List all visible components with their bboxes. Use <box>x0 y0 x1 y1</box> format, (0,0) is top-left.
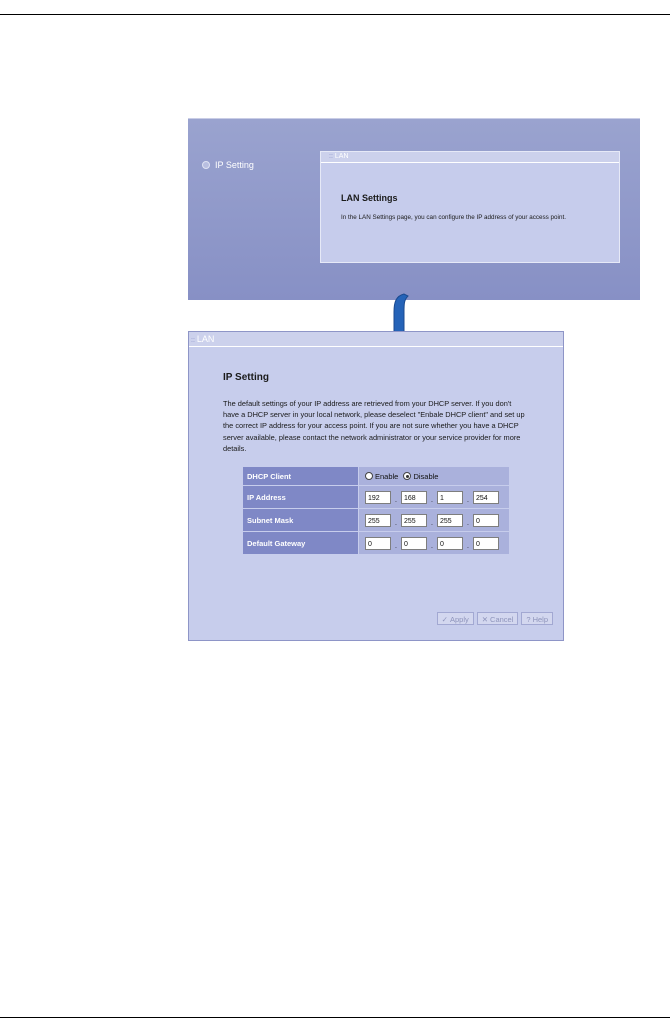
x-icon: ✕ <box>481 615 489 624</box>
sidebar-item-label: IP Setting <box>215 160 254 170</box>
subnet-mask-fields: 255 . 255 . 255 . 0 <box>359 509 510 532</box>
sidebar-item-ip-setting[interactable] <box>202 160 254 170</box>
gateway-octet-2-input[interactable]: 0 <box>401 537 427 550</box>
default-gateway-label: Default Gateway <box>243 532 359 555</box>
top-rule <box>0 14 670 15</box>
panel-title: LAN <box>196 334 215 344</box>
ip-address-fields: 192 . 168 . 1 . 254 <box>359 486 510 509</box>
page-title: IP Setting <box>223 372 269 383</box>
default-gateway-fields: 0 . 0 . 0 . 0 <box>359 532 510 555</box>
help-button[interactable]: ? Help <box>521 612 553 625</box>
gateway-octet-4-input[interactable]: 0 <box>473 537 499 550</box>
dhcp-client-options <box>359 467 510 486</box>
card-text: In the LAN Settings page, you can configure the IP address of your access point. <box>341 214 566 221</box>
table-row <box>243 532 510 555</box>
card-title-bar: :: LAN <box>321 152 619 163</box>
disable-radio[interactable] <box>403 472 411 480</box>
gateway-octet-1-input[interactable]: 0 <box>365 537 391 550</box>
panel-title-bar: :: LAN <box>189 332 563 347</box>
ip-setting-panel <box>188 331 564 641</box>
gateway-octet-3-input[interactable]: 0 <box>437 537 463 550</box>
ip-octet-2-input[interactable]: 168 <box>401 491 427 504</box>
mask-octet-3-input[interactable]: 255 <box>437 514 463 527</box>
check-icon: ✓ <box>441 615 448 624</box>
ip-octet-4-input[interactable]: 254 <box>473 491 499 504</box>
card-heading: LAN Settings <box>341 193 398 203</box>
radio-icon <box>202 161 210 169</box>
card-title: LAN <box>334 153 349 160</box>
question-icon: ? <box>526 615 531 624</box>
disable-label: Disable <box>413 471 439 481</box>
ip-octet-1-input[interactable]: 192 <box>365 491 391 504</box>
apply-button[interactable]: ✓ Apply <box>437 612 474 625</box>
dhcp-client-label: DHCP Client <box>243 467 359 486</box>
subnet-mask-label: Subnet Mask <box>243 509 359 532</box>
mask-octet-1-input[interactable]: 255 <box>365 514 391 527</box>
table-row <box>243 509 510 532</box>
enable-radio[interactable] <box>365 472 373 480</box>
mask-octet-4-input[interactable]: 0 <box>473 514 499 527</box>
lan-overview-panel <box>188 118 640 300</box>
bottom-rule <box>0 1017 670 1018</box>
cancel-button[interactable]: ✕ Cancel <box>477 612 519 625</box>
table-row <box>243 486 510 509</box>
ip-octet-3-input[interactable]: 1 <box>437 491 463 504</box>
ip-settings-table <box>242 466 510 555</box>
enable-label: Enable <box>375 471 399 481</box>
description-text: The default settings of your IP address are retrieved from your DHCP server. If you don't have a DHCP server in your local network, please deselect "Enbale DHCP client" and set up the correct IP address for your access point. If you are not sure whether you have a DHCP server available, please contact the network administrator or your service provider for more details. <box>223 399 525 453</box>
lan-info-card <box>320 151 620 263</box>
button-row <box>437 612 553 625</box>
table-row <box>243 467 510 486</box>
mask-octet-2-input[interactable]: 255 <box>401 514 427 527</box>
ip-address-label: IP Address <box>243 486 359 509</box>
